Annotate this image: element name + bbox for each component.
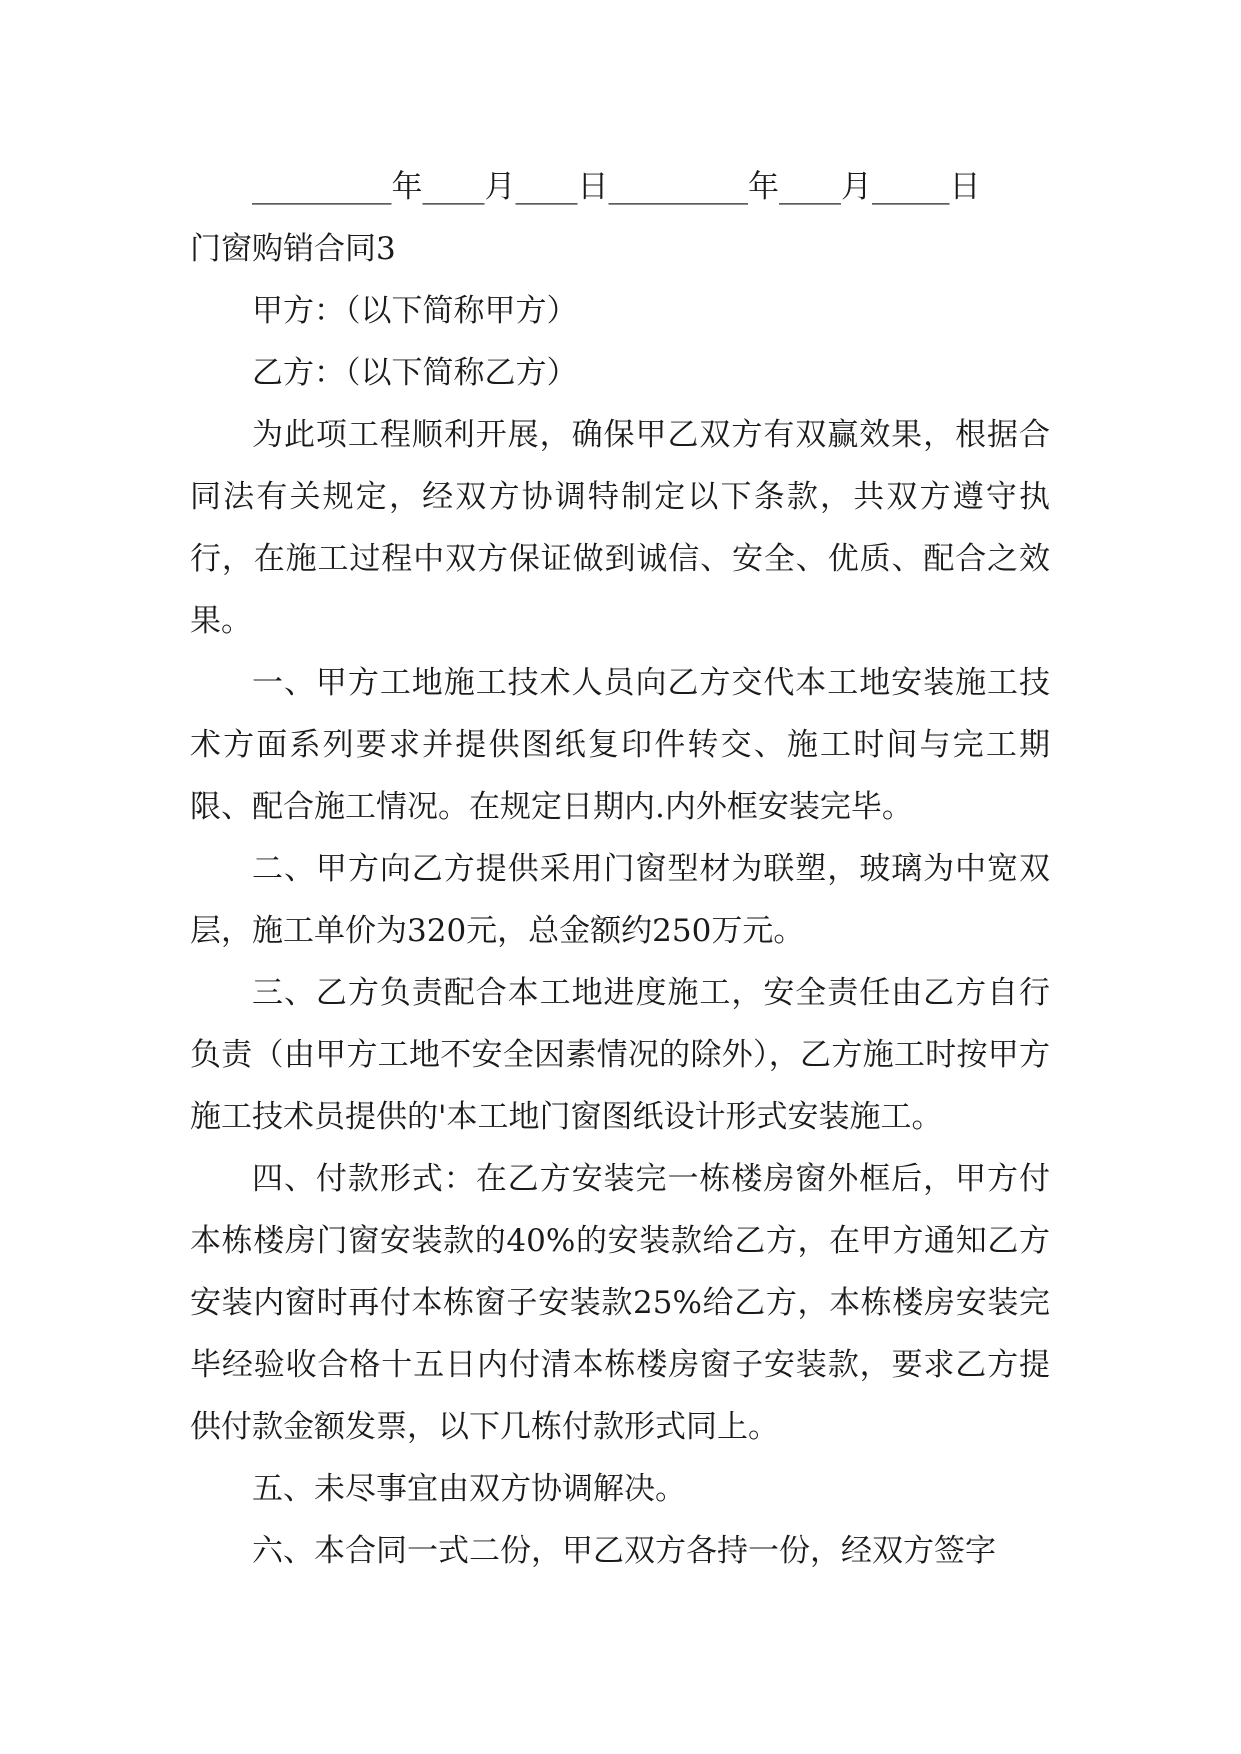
clause-5-paragraph: 五、未尽事宜由双方协调解决。: [252, 1471, 686, 1507]
clause-1-paragraph: 一、甲方工地施工技术人员向乙方交代本工地安装施工技术方面系列要求并提供图纸复印件转交、施工时间与完工期限、配合施工情况。在规定日期内.内外框安装完毕。: [190, 665, 1050, 825]
party-a-line: 甲方：（以下简称甲方）: [252, 293, 578, 329]
document-title: 门窗购销合同3: [190, 231, 396, 267]
document-body: [190, 156, 1050, 1582]
clause-3-paragraph: 三、乙方负责配合本工地进度施工，安全责任由乙方自行负责（由甲方工地不安全因素情况的除外），乙方施工时按甲方施工技术员提供的'本工地门窗图纸设计形式安装施工。: [190, 975, 1050, 1135]
clause-2-paragraph: 二、甲方向乙方提供采用门窗型材为联塑，玻璃为中宽双层，施工单价为320元，总金额约250万元。: [190, 851, 1050, 949]
party-b-line: 乙方：（以下简称乙方）: [252, 355, 578, 391]
signature-date-line: _________年____月____日_________年____月_____日: [252, 169, 981, 205]
clause-4-paragraph: 四、付款形式：在乙方安装完一栋楼房窗外框后，甲方付本栋楼房门窗安装款的40%的安装款给乙方，在甲方通知乙方安装内窗时再付本栋窗子安装款25%给乙方，本栋楼房安装完毕经验收合格十五日内付清本栋楼房窗子安装款，要求乙方提供付款金额发票，以下几栋付款形式同上。: [190, 1161, 1050, 1445]
clause-6-paragraph: 六、本合同一式二份，甲乙双方各持一份，经双方签字: [252, 1533, 996, 1569]
preamble-paragraph: 为此项工程顺利开展，确保甲乙双方有双赢效果，根据合同法有关规定，经双方协调特制定以下条款，共双方遵守执行，在施工过程中双方保证做到诚信、安全、优质、配合之效果。: [190, 417, 1050, 639]
